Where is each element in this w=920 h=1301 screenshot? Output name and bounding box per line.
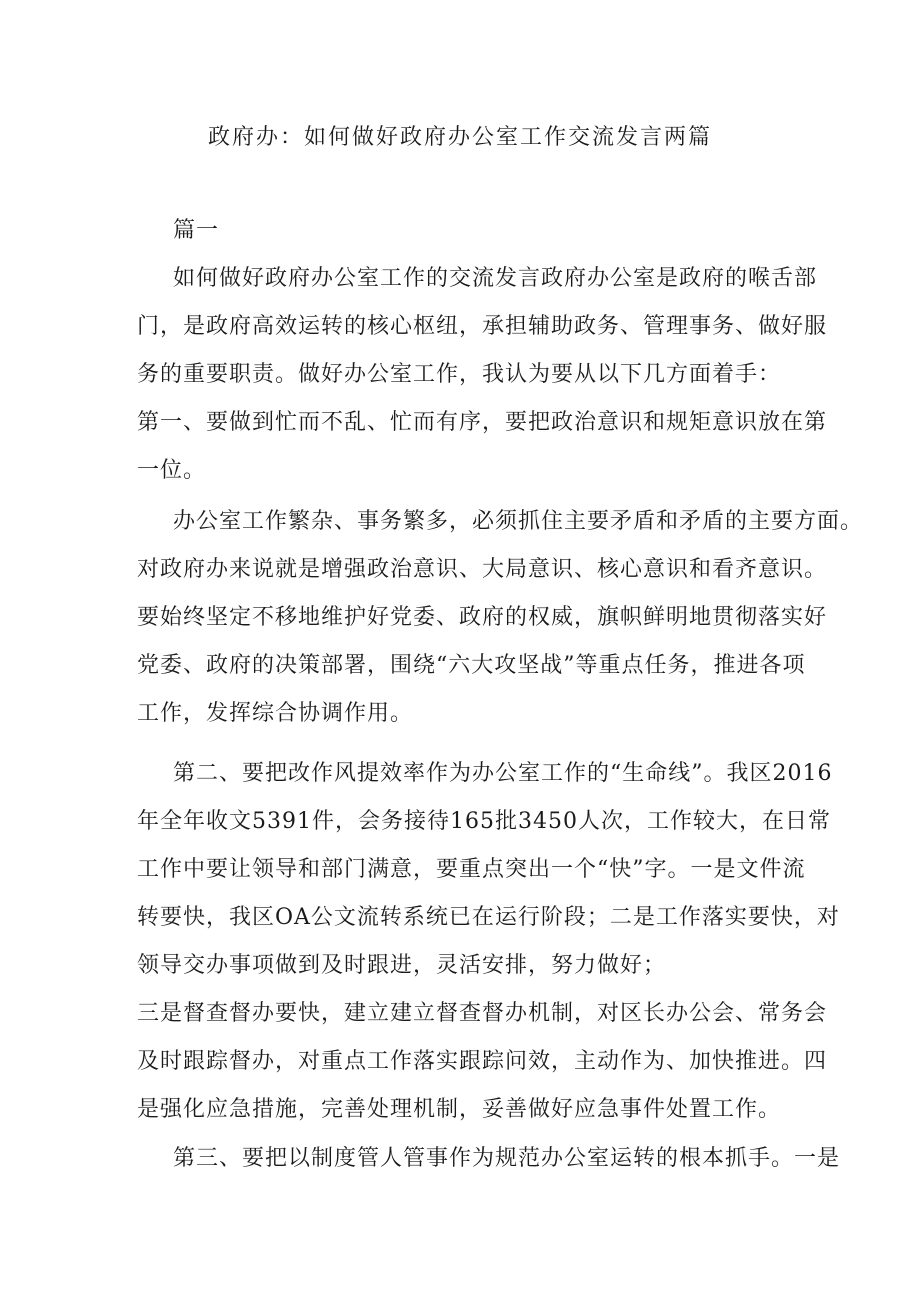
paragraph-line: 门，是政府高效运转的核心枢纽，承担辅助政务、管理事务、做好服 [137,314,828,339]
paragraph-line: 对政府办来说就是增强政治意识、大局意识、核心意识和看齐意识。 [137,557,828,582]
paragraph-line: 工作，发挥综合协调作用。 [137,701,414,726]
paragraph-line: 年全年收文5391件，会务接待165批3450人次，工作较大，在日常 [137,809,831,834]
paragraph-line: 工作中要让领导和部门满意，要重点突出一个“快”字。一是文件流 [137,857,806,882]
paragraph-line: 第二、要把改作风提效率作为办公室工作的“生命线”。我区2016 [173,761,833,786]
paragraph-line: 要始终坚定不移地维护好党委、政府的权威，旗帜鲜明地贯彻落实好 [137,605,828,630]
section-heading: 篇一 [173,218,220,243]
paragraph-line: 及时跟踪督办，对重点工作落实跟踪问效，主动作为、加快推进。四 [137,1049,828,1074]
paragraph-line: 转要快，我区OA公文流转系统已在运行阶段；二是工作落实要快，对 [137,905,840,930]
paragraph-line: 第三、要把以制度管人管事作为规范办公室运转的根本抓手。一是 [173,1146,841,1171]
paragraph-line: 一位。 [137,458,207,483]
document-title: 政府办：如何做好政府办公室工作交流发言两篇 [207,125,712,150]
paragraph-line: 领导交办事项做到及时跟进，灵活安排，努力做好； [137,953,667,978]
paragraph-line: 办公室工作繁杂、事务繁多，必须抓住主要矛盾和矛盾的主要方面。 [173,509,864,534]
paragraph-line: 务的重要职责。做好办公室工作，我认为要从以下几方面着手： [137,362,782,387]
paragraph-line: 第一、要做到忙而不乱、忙而有序，要把政治意识和规矩意识放在第 [137,410,828,435]
paragraph-line: 如何做好政府办公室工作的交流发言政府办公室是政府的喉舌部 [173,266,818,291]
paragraph-line: 是强化应急措施，完善处理机制，妥善做好应急事件处置工作。 [137,1097,782,1122]
paragraph-line: 党委、政府的决策部署，围绕“六大攻坚战”等重点任务，推进各项 [137,653,806,678]
paragraph-line: 三是督查督办要快，建立建立督查督办机制，对区长办公会、常务会 [137,1001,828,1026]
